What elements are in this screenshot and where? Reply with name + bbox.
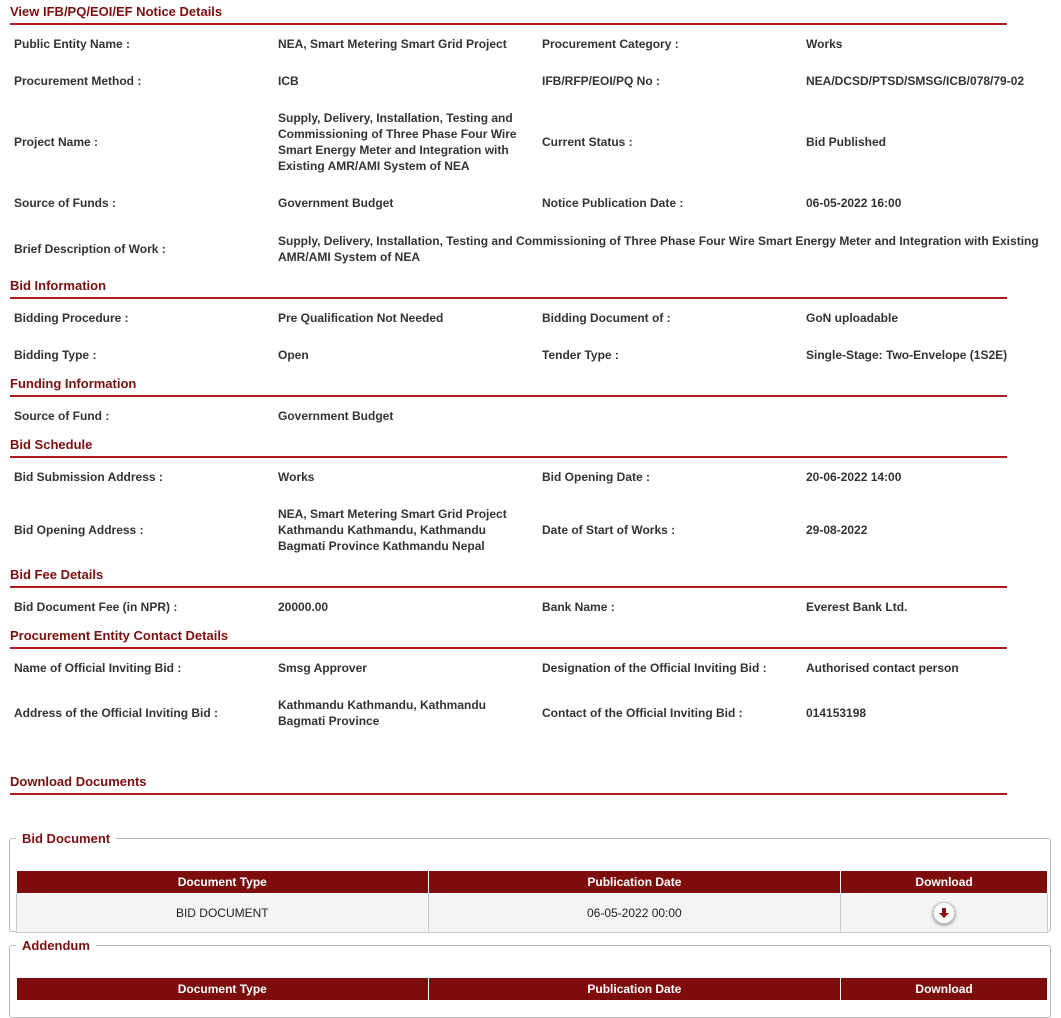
bidding-procedure-label: Bidding Procedure : xyxy=(14,311,129,325)
public-entity-value: NEA, Smart Metering Smart Grid Project xyxy=(278,37,507,51)
project-name-label: Project Name : xyxy=(14,135,99,149)
download-documents-heading: Download Documents xyxy=(10,774,1007,795)
ifb-number-value: NEA/DCSD/PTSD/SMSG/ICB/078/79-02 xyxy=(806,74,1025,88)
bid-opening-date-label: Bid Opening Date : xyxy=(542,470,650,484)
bidding-type-value: Open xyxy=(278,348,309,362)
bid-submission-address-value: Works xyxy=(278,470,315,484)
bank-name-value: Everest Bank Ltd. xyxy=(806,600,908,614)
ifb-number-label: IFB/RFP/EOI/PQ No : xyxy=(542,74,661,88)
download-header: Download xyxy=(841,978,1048,1001)
official-designation-label: Designation of the Official Inviting Bid : xyxy=(542,661,767,675)
public-entity-label: Public Entity Name : xyxy=(14,37,131,51)
source-of-fund-value: Government Budget xyxy=(278,409,394,423)
publication-date-value: 06-05-2022 16:00 xyxy=(806,196,902,210)
download-arrow-icon[interactable] xyxy=(933,902,955,924)
bid-schedule-heading: Bid Schedule xyxy=(10,437,1007,458)
publication-date-header: Publication Date xyxy=(428,871,841,894)
notice-details-heading: View IFB/PQ/EOI/EF Notice Details xyxy=(10,4,1007,25)
bidding-procedure-value: Pre Qualification Not Needed xyxy=(278,311,444,325)
start-of-works-label: Date of Start of Works : xyxy=(542,523,676,537)
document-type-cell: BID DOCUMENT xyxy=(17,894,429,933)
procurement-category-value: Works xyxy=(806,37,843,51)
bid-submission-address-label: Bid Submission Address : xyxy=(14,470,163,484)
bidding-type-label: Bidding Type : xyxy=(14,348,97,362)
tender-type-label: Tender Type : xyxy=(542,348,619,362)
addendum-legend: Addendum xyxy=(22,938,90,953)
current-status-value: Bid Published xyxy=(806,135,887,149)
bid-document-table xyxy=(16,870,1048,933)
source-of-funds-value: Government Budget xyxy=(278,196,394,210)
official-address-value: Kathmandu Kathmandu, Kathmandu Bagmati Province xyxy=(278,698,487,728)
brief-description-value: Supply, Delivery, Installation, Testing and Commissioning of Three Phase Four Wire Smart Energy Meter and Integration with Existing AMR/AMI System of NEA xyxy=(278,234,1039,264)
bid-information-heading: Bid Information xyxy=(10,278,1007,299)
table-row xyxy=(17,894,1048,933)
bid-document-legend: Bid Document xyxy=(22,831,111,846)
bid-document-fee-label: Bid Document Fee (in NPR) : xyxy=(14,600,178,614)
bid-document-fieldset xyxy=(9,831,1051,932)
official-contact-value: 014153198 xyxy=(806,706,867,720)
table-header-row xyxy=(17,871,1048,894)
bidding-document-of-value: GoN uploadable xyxy=(806,311,899,325)
source-of-funds-label: Source of Funds : xyxy=(14,196,116,210)
bid-document-fee-value: 20000.00 xyxy=(278,600,329,614)
procurement-category-label: Procurement Category : xyxy=(542,37,679,51)
procurement-method-label: Procurement Method : xyxy=(14,74,142,88)
document-type-header: Document Type xyxy=(17,978,429,1001)
bid-opening-address-label: Bid Opening Address : xyxy=(14,523,144,537)
publication-date-cell: 06-05-2022 00:00 xyxy=(428,894,841,933)
bid-fee-heading: Bid Fee Details xyxy=(10,567,1007,588)
official-name-value: Smsg Approver xyxy=(278,661,367,675)
source-of-fund-label: Source of Fund : xyxy=(14,409,110,423)
bid-opening-date-value: 20-06-2022 14:00 xyxy=(806,470,902,484)
start-of-works-value: 29-08-2022 xyxy=(806,523,868,537)
tender-type-value: Single-Stage: Two-Envelope (1S2E) xyxy=(806,348,1008,362)
procurement-method-value: ICB xyxy=(278,74,299,88)
download-cell xyxy=(841,894,1048,933)
publication-date-header: Publication Date xyxy=(428,978,841,1001)
brief-description-label: Brief Description of Work : xyxy=(14,242,166,256)
current-status-label: Current Status : xyxy=(542,135,633,149)
document-type-header: Document Type xyxy=(17,871,429,894)
bidding-document-of-label: Bidding Document of : xyxy=(542,311,671,325)
addendum-fieldset xyxy=(9,938,1051,1018)
official-designation-value: Authorised contact person xyxy=(806,661,959,675)
publication-date-label: Notice Publication Date : xyxy=(542,196,684,210)
download-header: Download xyxy=(841,871,1048,894)
official-address-label: Address of the Official Inviting Bid : xyxy=(14,706,219,720)
official-contact-label: Contact of the Official Inviting Bid : xyxy=(542,706,743,720)
bid-opening-address-value: NEA, Smart Metering Smart Grid Project Kathmandu Kathmandu, Kathmandu Bagmati Province Kathmandu Nepal xyxy=(278,507,507,553)
bank-name-label: Bank Name : xyxy=(542,600,615,614)
contact-details-heading: Procurement Entity Contact Details xyxy=(10,628,1007,649)
funding-information-heading: Funding Information xyxy=(10,376,1007,397)
project-name-value: Supply, Delivery, Installation, Testing and Commissioning of Three Phase Four Wire Smart Energy Meter and Integration with Existing AMR/AMI System of NEA xyxy=(278,111,517,173)
official-name-label: Name of Official Inviting Bid : xyxy=(14,661,182,675)
